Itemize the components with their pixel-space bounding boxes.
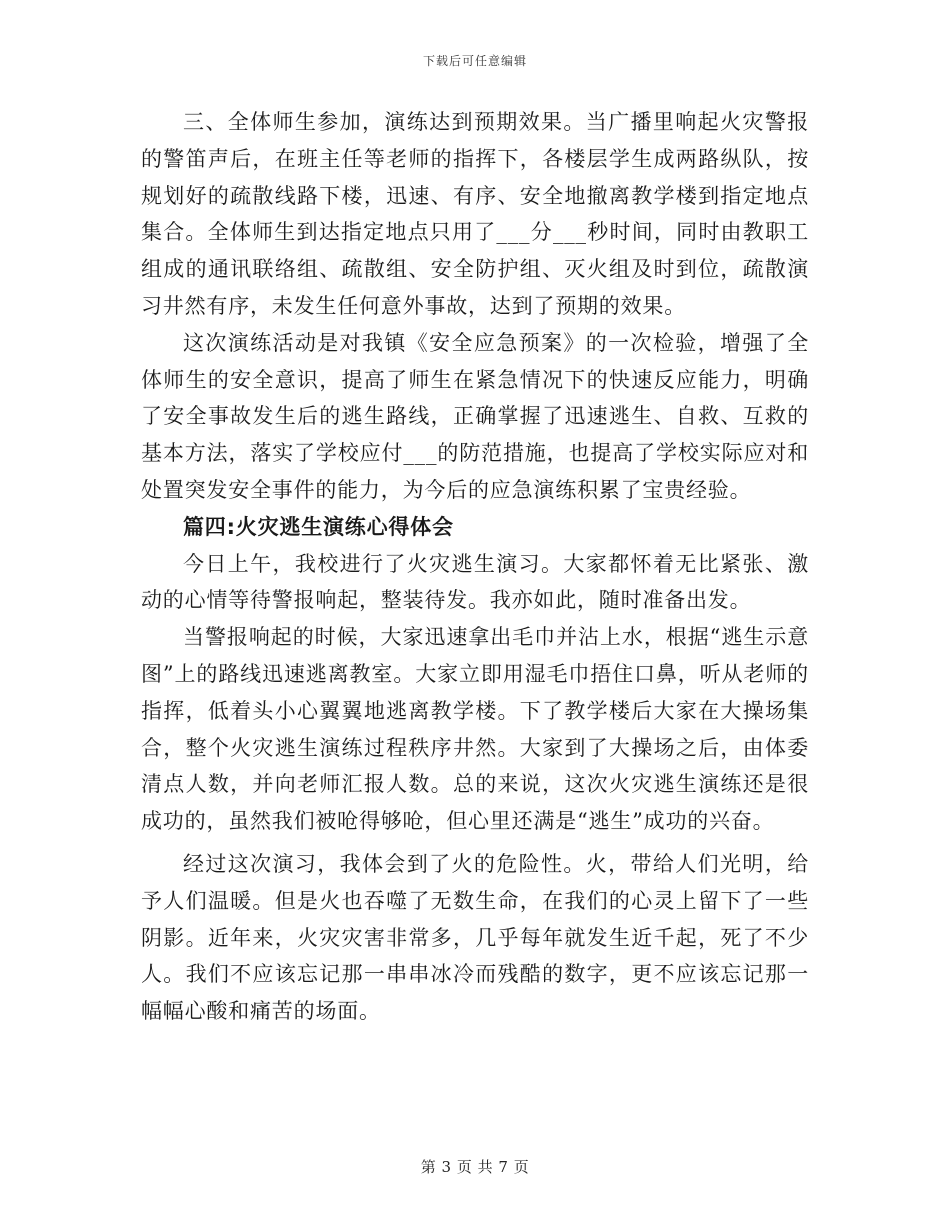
page-header-note: 下载后可任意编辑 [422,54,527,68]
page-number: 第 3 页 共 7 页 [420,1158,530,1176]
document-body [141,104,809,1030]
paragraph-alarm-evacuation: 当警报响起的时候，大家迅速拿出毛巾并沾上水，根据“逃生示意图”上的路线迅速逃离教室。大家立即用湿毛巾捂住口鼻，听从老师的指挥，低着头小心翼翼地逃离教学楼。下了教学楼后大家在大操场集合，整个火灾逃生演练过程秩序井然。大家到了大操场之后，由体委清点人数，并向老师汇报人数。总的来说，这次火灾逃生演练还是很成功的，虽然我们被呛得够呛，但心里还满是“逃生”成功的兴奋。 [141,625,809,834]
paragraph-drill-effect: 三、全体师生参加，演练达到预期效果。当广播里响起火灾警报的警笛声后，在班主任等老师的指挥下，各楼层学生成两路纵队，按规划好的疏散线路下楼，迅速、有序、安全地撤离教学楼到指定地点集合。全体师生到达指定地点只用了___分___秒时间，同时由教职工组成的通讯联络组、疏散组、安全防护组、灭火组及时到位，疏散演习井然有序，未发生任何意外事故，达到了预期的效果。 [141,110,809,318]
paragraph-drill-summary: 这次演练活动是对我镇《安全应急预案》的一次检验，增强了全体师生的安全意识，提高了师生在紧急情况下的快速反应能力，明确了安全事故发生后的逃生路线，正确掌握了迅速逃生、自救、互救的基本方法，落实了学校应付___的防范措施，也提高了学校实际应对和处置突发安全事件的能力，为今后的应急演练积累了宝贵经验。 [141,330,809,502]
section-heading: 篇四:火灾逃生演练心得体会 [183,514,454,539]
paragraph-fire-reflection: 经过这次演习，我体会到了火的危险性。火，带给人们光明，给予人们温暖。但是火也吞噬了无数生命，在我们的心灵上留下了一些阴影。近年来，火灾灾害非常多，几乎每年就发生近千起，死了不少人。我们不应该忘记那一串串冰冷而残酷的数字，更不应该忘记那一幅幅心酸和痛苦的场面。 [141,851,809,1024]
paragraph-morning-drill: 今日上午，我校进行了火灾逃生演习。大家都怀着无比紧张、激动的心情等待警报响起，整装待发。我亦如此，随时准备出发。 [141,551,809,613]
